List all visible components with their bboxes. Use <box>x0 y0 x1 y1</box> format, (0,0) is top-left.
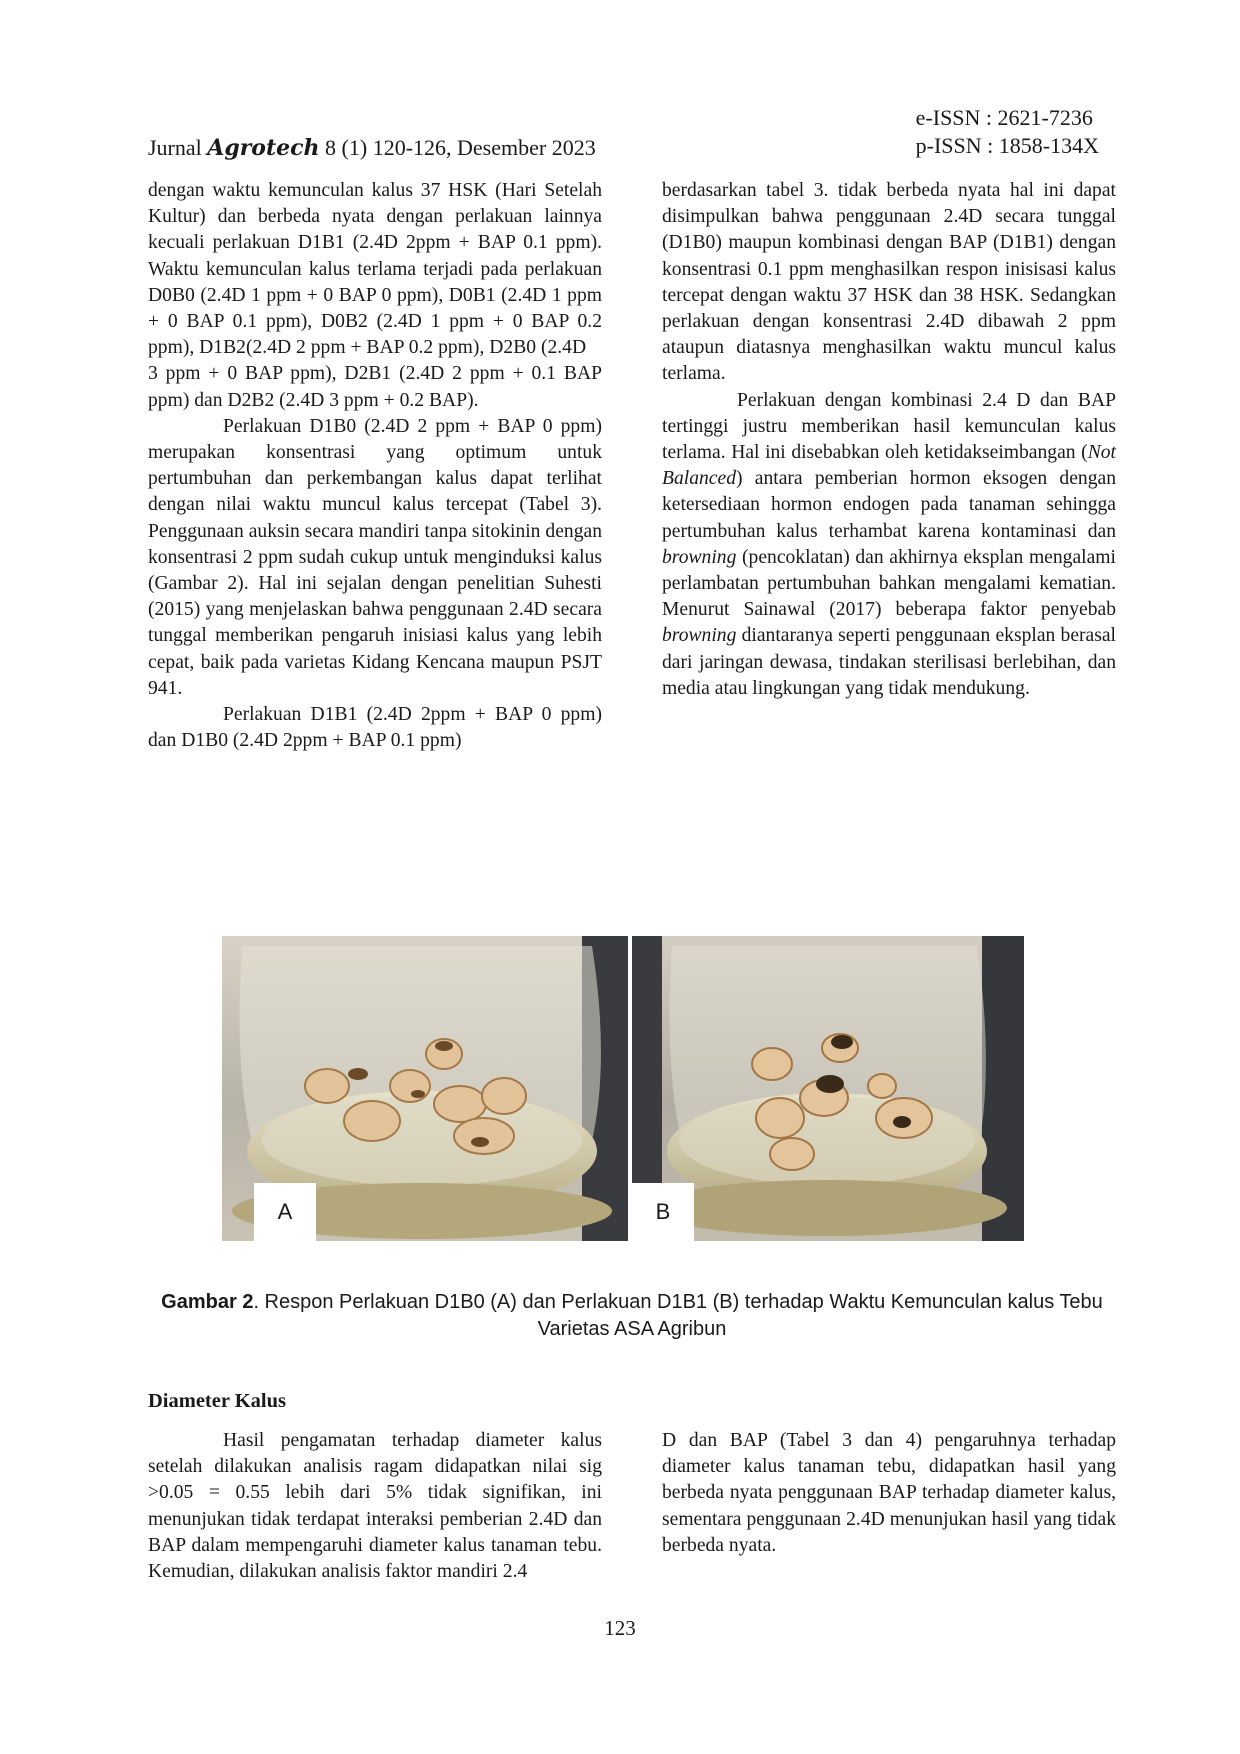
section-right-paragraph: D dan BAP (Tabel 3 dan 4) pengaruhnya terhadap diameter kalus tanaman tebu, didapatkan hasil yang berbeda nyata penggunaan BAP terhadap diameter kalus, sementara penggunaan 2.4D menunjukan hasil yang tidak berbeda nyata. <box>662 1430 1116 1556</box>
right-p2-em-not-balanced: Not Balanced <box>662 442 1116 490</box>
journal-prefix: Jurnal <box>148 135 202 160</box>
section-right-column <box>662 1428 1116 1559</box>
eissn: e-ISSN : 2621-7236 <box>915 105 1093 130</box>
left-paragraph-2: Perlakuan D1B0 (2.4D 2 ppm + BAP 0 ppm) merupakan konsentrasi yang optimum untuk pertumbuhan dan perkembangan kalus dapat terlihat dengan nilai waktu muncul kalus tercepat (Tabel 3). Penggunaan auksin secara mandiri tanpa sitokinin dengan konsentrasi 2 ppm sudah cukup untuk menginduksi kalus (Gambar 2). Hal ini sejalan dengan penelitian Suhesti (2015) yang menjelaskan bahwa penggunaan 2.4D secara tunggal memberikan pengaruh inisiasi kalus yang lebih cepat, baik pada varietas Kidang Kencana maupun PSJT 941. <box>148 415 602 699</box>
section-left-column <box>148 1428 602 1585</box>
right-paragraph-1: berdasarkan tabel 3. tidak berbeda nyata hal ini dapat disimpulkan bahwa penggunaan 2.4D secara tunggal (D1B0) maupun kombinasi dengan BAP (D1B1) dengan konsentrasi 0.1 ppm menghasilkan respon inisisasi kalus tercepat dengan waktu 37 HSK dan 38 HSK. Sedangkan perlakuan dengan konsentrasi 2.4D dibawah 2 ppm ataupun diatasnya menghasilkan waktu muncul kalus terlama. <box>662 180 1116 385</box>
caption-text: . Respon Perlakuan D1B0 (A) dan Perlakuan D1B1 (B) terhadap Waktu Kemunculan kalus Tebu Varietas ASA Agribun <box>253 1291 1103 1340</box>
pissn: p-ISSN : 1858-134X <box>915 133 1099 158</box>
right-paragraph-2 <box>662 388 1116 702</box>
photo-b <box>632 936 1024 1241</box>
left-column <box>148 178 602 754</box>
figure-2 <box>222 936 1024 1241</box>
left-paragraph-1: dengan waktu kemunculan kalus 37 HSK (Hari Setelah Kultur) dan berbeda nyata dengan perlakuan lainnya kecuali perlakuan D1B1 (2.4D 2ppm + BAP 0.1 ppm). Waktu kemunculan kalus terlama terjadi pada perlakuan D0B0 (2.4D 1 ppm + 0 BAP 0 ppm), D0B1 (2.4D 1 ppm + 0 BAP 0.1 ppm), D0B2 (2.4D 1 ppm + 0 BAP 0.2 ppm), D1B2(2.4D 2 ppm + BAP 0.2 ppm), D2B0 (2.4D <box>148 180 602 359</box>
figure-caption <box>148 1289 1116 1343</box>
journal-brand: Agrotech <box>207 135 320 161</box>
right-p2-part-b: ) antara pemberian hormon eksogen dengan ketersediaan hormon endogen pada tanaman sehingga pertumbuhan kalus terhambat karena kontaminasi dan <box>662 468 1116 542</box>
right-p2-part-d: diantaranya seperti penggunaan eksplan berasal dari jaringan dewasa, tindakan sterilisasi berlebihan, dan media atau lingkungan yang tidak mendukung. <box>662 625 1116 699</box>
photo-label-b: B <box>632 1183 694 1241</box>
journal-issue: 8 (1) 120-126, Desember 2023 <box>325 135 596 160</box>
section-left-paragraph: Hasil pengamatan terhadap diameter kalus setelah dilakukan analisis ragam didapatkan nilai sig >0.05 = 0.55 lebih dari 5% tidak signifikan, ini menunjukan tidak terdapat interaksi pemberian 2.4D dan BAP dalam mempengaruhi diameter kalus tanaman tebu. Kemudian, dilakukan analisis faktor mandiri 2.4 <box>148 1430 602 1583</box>
right-column <box>662 178 1116 702</box>
left-paragraph-1b: 3 ppm + 0 BAP ppm), D2B1 (2.4D 2 ppm + 0.1 BAP ppm) dan D2B2 (2.4D 3 ppm + 0.2 BAP). <box>148 363 602 411</box>
right-p2-part-c: (pencoklatan) dan akhirnya eksplan mengalami perlambatan pertumbuhan bahkan mengalami kematian. Menurut Sainawal (2017) beberapa faktor penyebab <box>662 546 1116 621</box>
issn-block <box>916 104 1099 160</box>
left-paragraph-3: Perlakuan D1B1 (2.4D 2ppm + BAP 0 ppm) dan D1B0 (2.4D 2ppm + BAP 0.1 ppm) <box>148 704 602 752</box>
right-p2-part-a: Perlakuan dengan kombinasi 2.4 D dan BAP tertinggi justru memberikan hasil kemunculan kalus terlama. Hal ini disebabkan oleh ketidakseimbangan ( <box>662 389 1116 464</box>
photo-label-a: A <box>254 1183 316 1241</box>
right-p2-em-browning-1: browning <box>662 546 737 568</box>
journal-header <box>148 134 596 162</box>
right-p2-em-browning-2: browning <box>662 625 737 647</box>
page-number: 123 <box>604 1616 636 1640</box>
section-heading-diameter-kalus: Diameter Kalus <box>148 1390 286 1412</box>
photo-a <box>222 936 628 1241</box>
caption-label: Gambar 2 <box>161 1291 254 1313</box>
